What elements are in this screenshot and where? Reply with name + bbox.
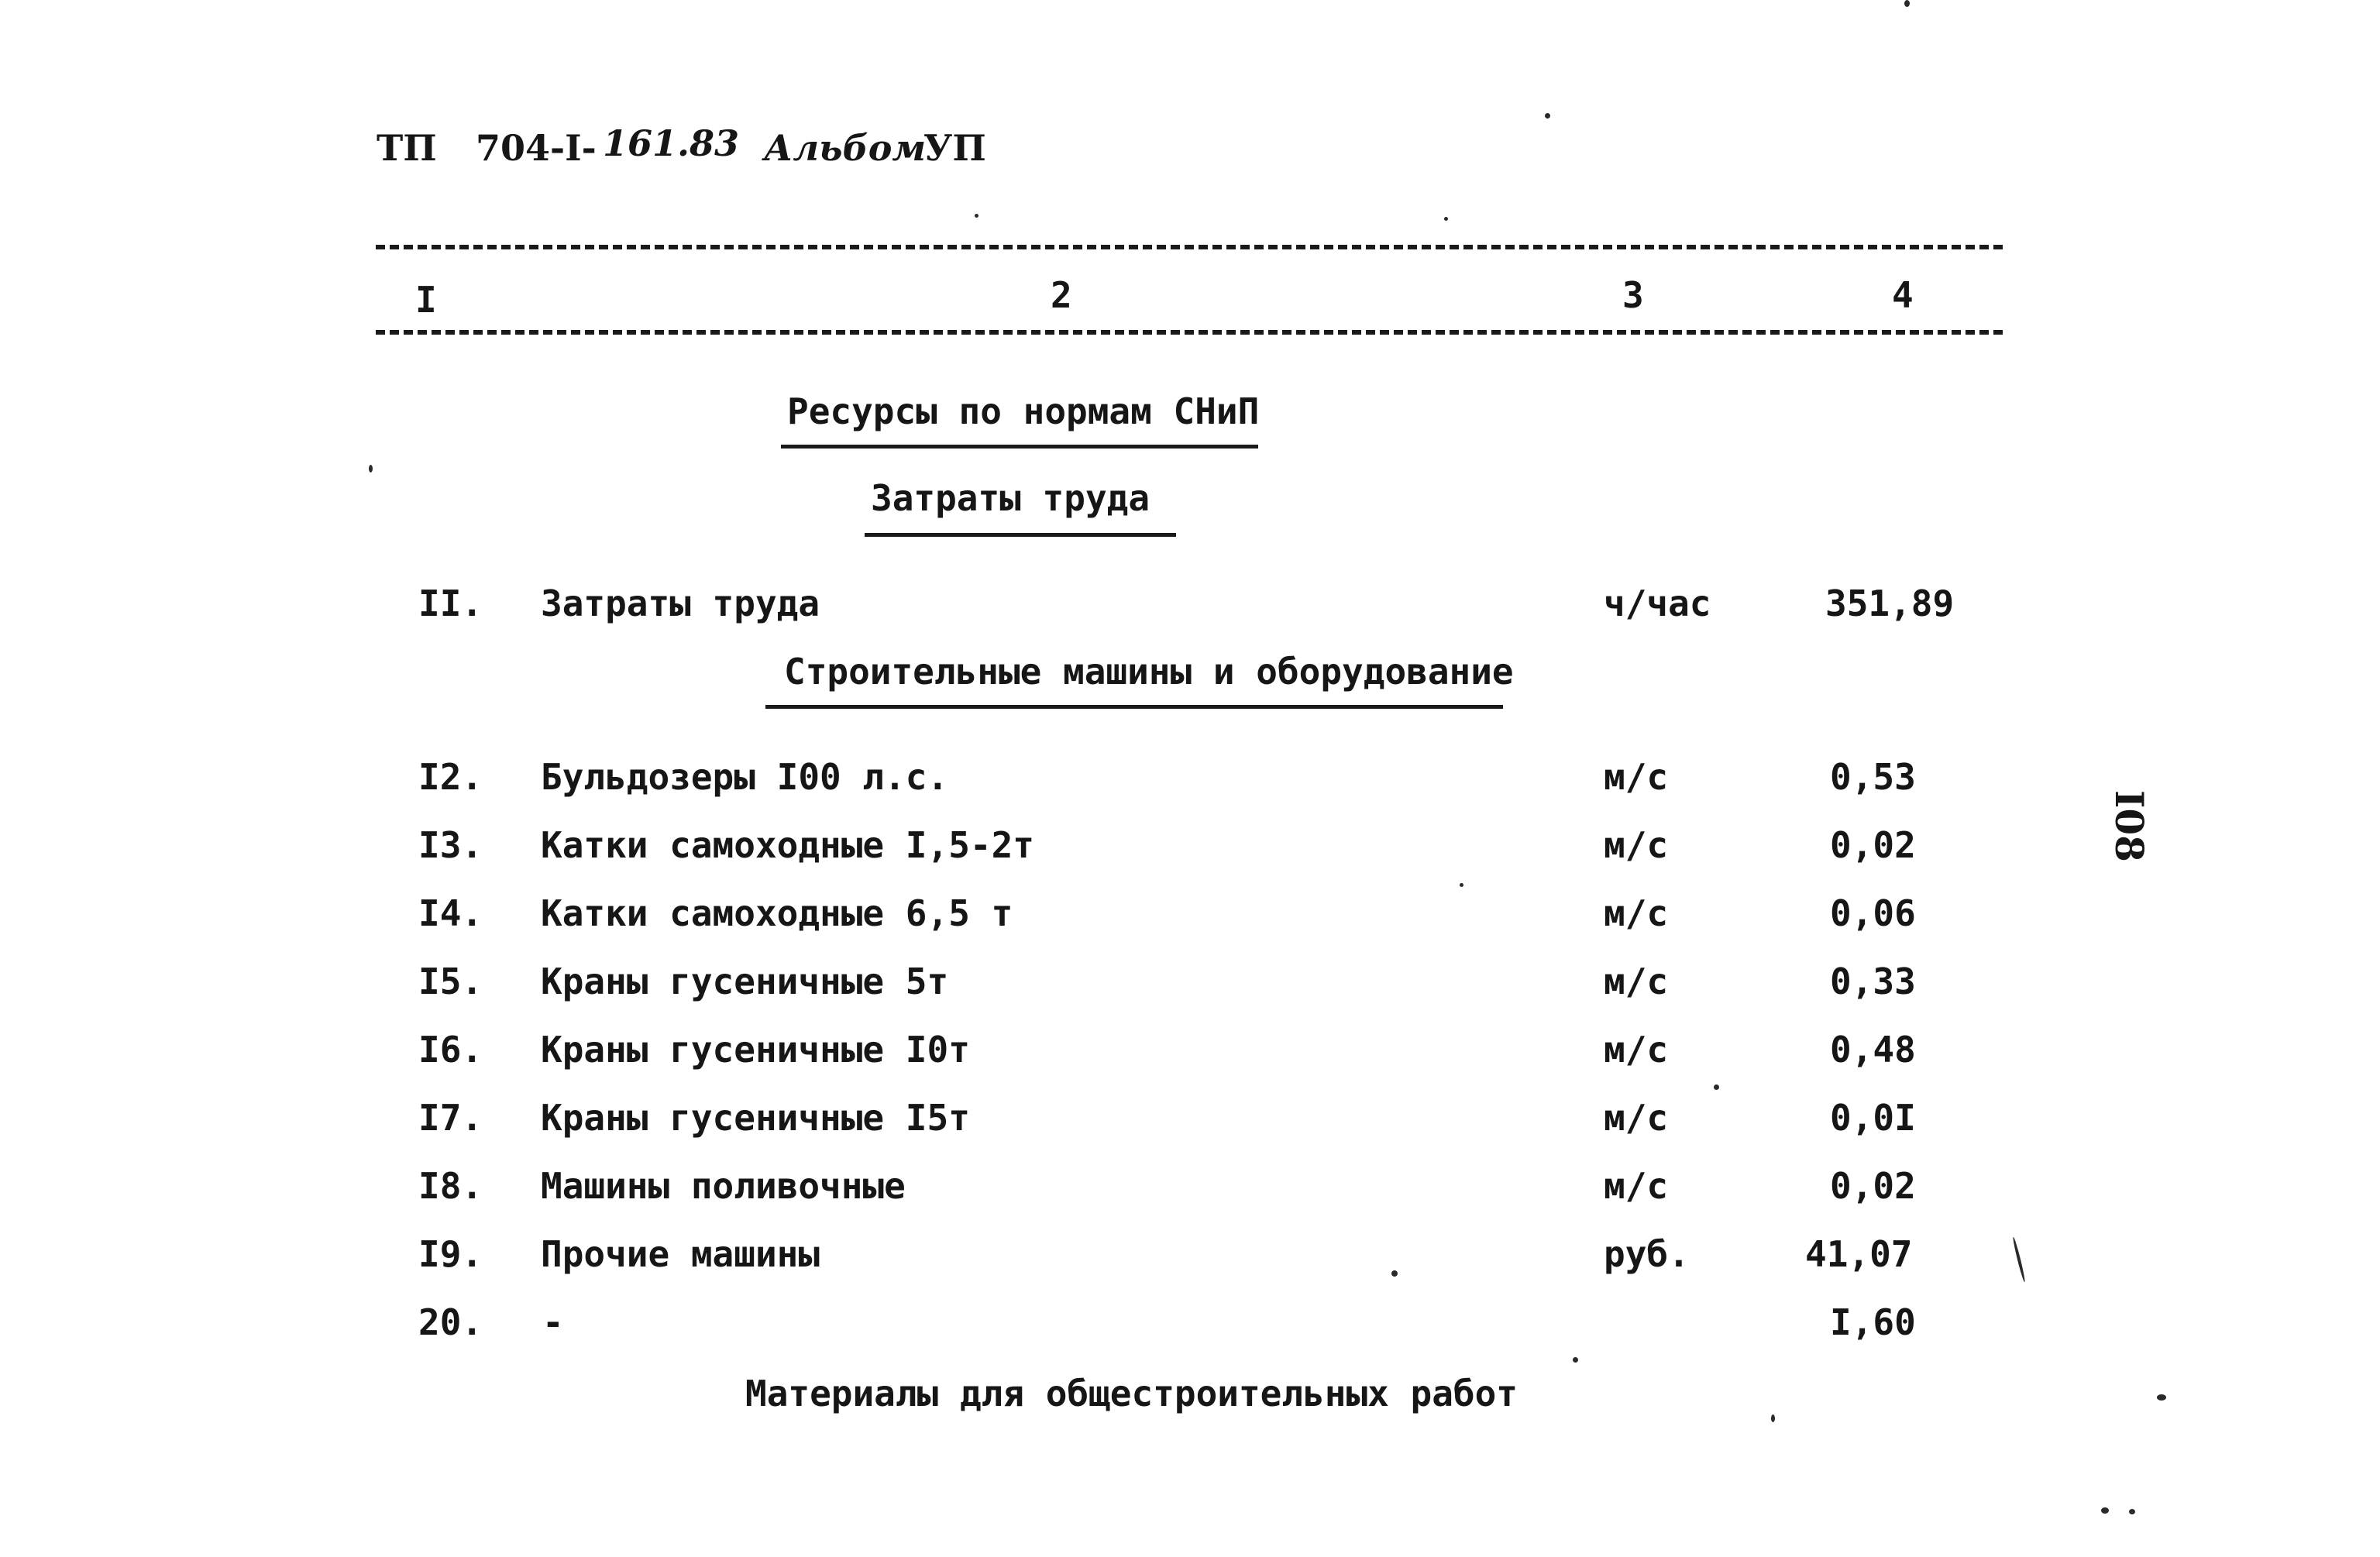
row-name: Прочие машины	[541, 1233, 820, 1275]
column-header-2: 2	[1051, 274, 1072, 316]
column-header-4: 4	[1892, 274, 1914, 316]
scan-speck	[2157, 1394, 2166, 1401]
album-number: УП	[923, 127, 986, 169]
row-number: I6.	[418, 1029, 483, 1071]
scan-speck	[1460, 883, 1463, 887]
row-value: 41,07	[1805, 1233, 1913, 1275]
row-value: 0,53	[1830, 756, 1916, 798]
column-header-3: 3	[1622, 274, 1644, 316]
row-value: 351,89	[1825, 583, 1955, 624]
scan-speck	[2129, 1509, 2135, 1514]
row-name: Катки самоходные I,5-2т	[541, 824, 1034, 866]
row-value: 0,06	[1830, 892, 1916, 934]
row-unit: руб.	[1604, 1233, 1690, 1275]
row-name: Краны гусеничные I5т	[541, 1097, 970, 1139]
scan-speck	[1904, 0, 1910, 7]
scan-speck	[369, 465, 373, 473]
row-number: I9.	[418, 1233, 483, 1275]
row-name: Затраты труда	[541, 583, 820, 624]
row-number: 20.	[418, 1301, 483, 1343]
row-unit: м/с	[1604, 824, 1669, 866]
row-unit: м/с	[1604, 1029, 1669, 1071]
scan-speck	[1545, 113, 1550, 119]
row-unit: м/с	[1604, 756, 1669, 798]
scan-mark	[2012, 1236, 2026, 1282]
row-name: Краны гусеничные I0т	[541, 1029, 970, 1071]
row-name: Катки самоходные 6,5 т	[541, 892, 1013, 934]
row-name: -	[542, 1301, 564, 1343]
section-materials-heading: Материалы для общестроительных работ	[745, 1373, 1518, 1414]
section-resources-underline	[781, 445, 1258, 449]
row-value: 0,33	[1830, 961, 1916, 1002]
table-header-rule	[376, 330, 2003, 335]
row-number: I7.	[418, 1097, 483, 1139]
section-machines-underline	[765, 705, 1503, 709]
column-header-1: I	[415, 279, 437, 321]
row-value: 0,02	[1830, 824, 1916, 866]
row-number: I2.	[418, 756, 483, 798]
row-value: I,60	[1830, 1301, 1916, 1343]
series-code: ТП	[377, 127, 437, 169]
section-labor-heading: Затраты труда	[871, 477, 1150, 519]
row-unit: м/с	[1604, 892, 1669, 934]
scan-speck	[1444, 217, 1448, 221]
row-unit: м/с	[1604, 1165, 1669, 1207]
row-number: I8.	[418, 1165, 483, 1207]
row-number: II.	[418, 583, 483, 624]
project-code-prefix: 704-I-	[476, 127, 597, 169]
row-number: I3.	[418, 824, 483, 866]
project-code-handwritten: 161.83	[603, 122, 740, 164]
row-value: 0,0I	[1830, 1097, 1916, 1139]
scan-speck	[1391, 1270, 1398, 1277]
row-value: 0,48	[1830, 1029, 1916, 1071]
section-labor-underline	[865, 533, 1176, 537]
album-label: Альбом	[764, 127, 927, 169]
row-unit: ч/час	[1604, 583, 1711, 624]
page-number: I08	[2107, 790, 2152, 862]
row-unit: м/с	[1604, 961, 1669, 1002]
scan-speck	[1573, 1357, 1578, 1363]
section-machines-heading: Строительные машины и оборудование	[784, 651, 1514, 693]
scan-speck	[975, 214, 978, 218]
section-resources-heading: Ресурсы по нормам СНиП	[787, 390, 1260, 432]
table-top-rule	[376, 245, 2003, 249]
scan-speck	[2101, 1507, 2109, 1514]
row-number: I5.	[418, 961, 483, 1002]
scan-speck	[1771, 1414, 1775, 1422]
row-name: Машины поливочные	[541, 1165, 906, 1207]
row-value: 0,02	[1830, 1165, 1916, 1207]
row-number: I4.	[418, 892, 483, 934]
row-unit: м/с	[1604, 1097, 1669, 1139]
row-name: Бульдозеры I00 л.с.	[541, 756, 949, 798]
scan-speck	[1714, 1084, 1719, 1090]
row-name: Краны гусеничные 5т	[541, 961, 949, 1002]
